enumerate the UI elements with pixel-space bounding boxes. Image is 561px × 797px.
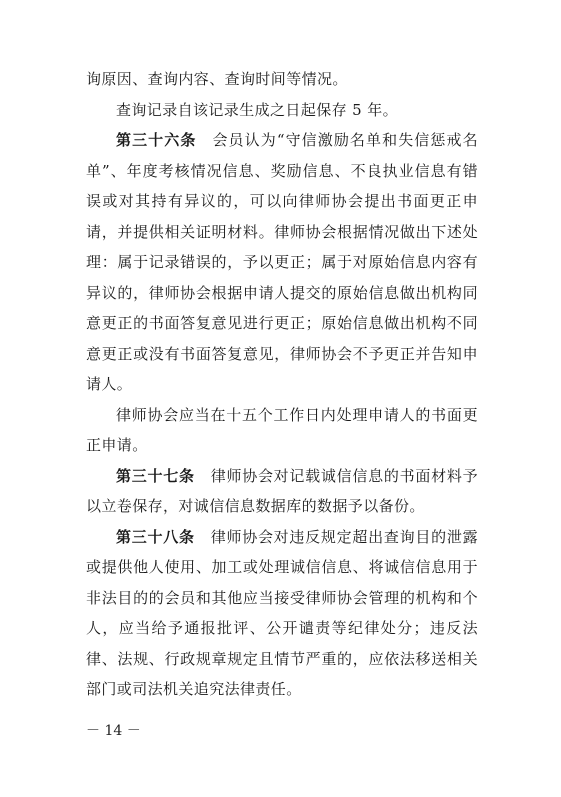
- article-text: 律师协会对违反规定超出查询目的泄露或提供他人使用、加工或处理诚信信息、将诚信信息用于非法目的的会员和其他应当接受律师协会管理的机构和个人，应当给予通报批评、公开谴责等纪律处分；违反法律、法规、行政规章规定且情节严重的，应依法移送相关部门或司法机关追究法律责任。: [86, 527, 478, 698]
- article-number: 第三十八条: [116, 527, 195, 546]
- article-36-clause-2: [86, 400, 478, 461]
- paragraph-retention: [86, 95, 478, 126]
- article-38: [86, 522, 478, 705]
- paragraph-continuation: [86, 64, 478, 95]
- page-number: － 14 －: [86, 723, 141, 739]
- article-text: 会员认为“守信激励名单和失信惩戒名单”、年度考核情况信息、奖励信息、不良执业信息有错误或对其持有异议的，可以向律师协会提出书面更正申请，并提供相关证明材料。律师协会根据情况做出下述处理：属于记录错误的，予以更正；属于对原始信息内容有异议的，律师协会根据申请人提交的原始信息做出机构同意更正的书面答复意见进行更正；原始信息做出机构不同意更正或没有书面答复意见，律师协会不予更正并告知申请人。: [86, 131, 478, 393]
- article-number: 第三十六条: [116, 131, 197, 149]
- article-37: [86, 461, 478, 522]
- document-body: [86, 64, 478, 705]
- article-text: 律师协会对记载诚信信息的书面材料予以立卷保存，对诚信信息数据库的数据予以备份。: [86, 466, 478, 515]
- article-36: [86, 125, 478, 400]
- paragraph-text: 查询记录自该记录生成之日起保存 5 年。: [116, 100, 399, 119]
- paragraph-text: 询原因、查询内容、查询时间等情况。: [86, 70, 348, 88]
- paragraph-text: 律师协会应当在十五个工作日内处理申请人的书面更正申请。: [86, 405, 478, 454]
- article-number: 第三十七条: [116, 466, 195, 485]
